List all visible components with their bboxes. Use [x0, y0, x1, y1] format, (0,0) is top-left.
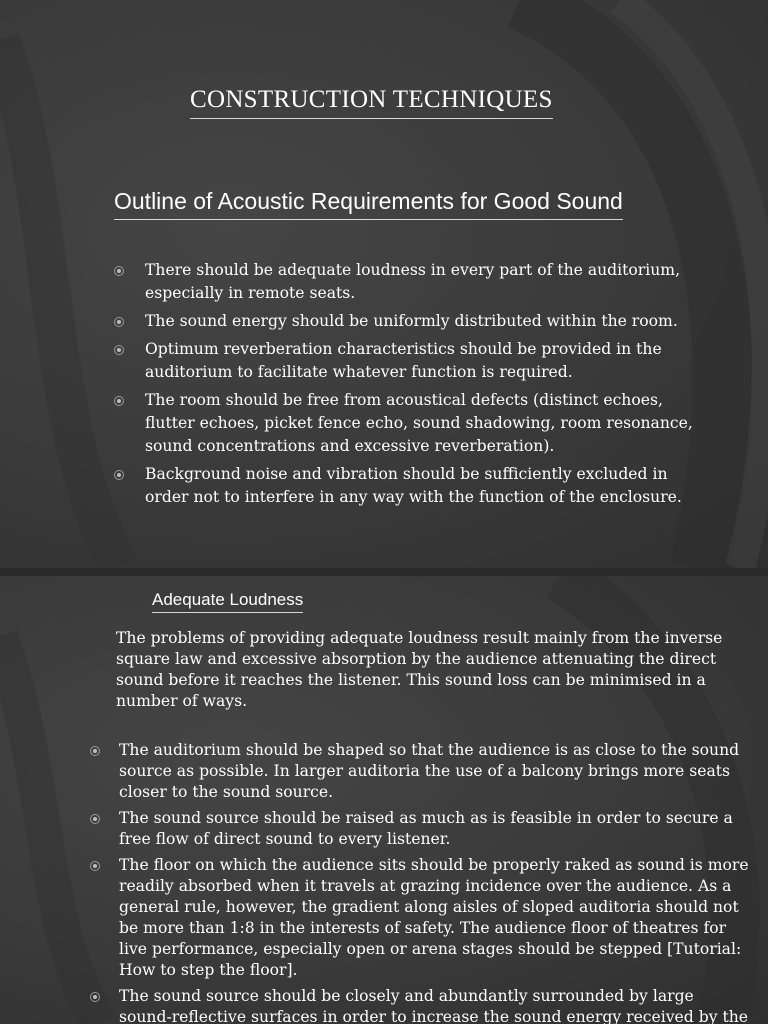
circle-dot-icon	[90, 746, 100, 756]
list-item	[114, 310, 714, 333]
list-item-text: The sound source should be closely and abundantly surrounded by large sound-reflective surfaces in order to increase the sound energy received by the	[119, 987, 749, 1024]
list-item	[90, 740, 750, 803]
page-title: CONSTRUCTION TECHNIQUES	[190, 86, 553, 119]
list-item	[114, 463, 714, 509]
list-item-text: Optimum reverberation characteristics should be provided in the auditorium to facilitate whatever function is required.	[145, 340, 662, 381]
circle-dot-icon	[90, 814, 100, 824]
list-item	[90, 855, 750, 981]
circle-dot-icon	[114, 396, 124, 406]
circle-dot-icon	[114, 470, 124, 480]
requirements-list	[114, 259, 714, 514]
list-item	[114, 259, 714, 305]
circle-dot-icon	[114, 266, 124, 276]
circle-dot-icon	[114, 317, 124, 327]
slide-divider	[0, 568, 768, 576]
intro-paragraph: The problems of providing adequate loudness result mainly from the inverse square law and excessive absorption by the audience attenuating the direct sound before it reaches the listener. This sound loss can be minimised in a number of ways.	[116, 629, 723, 710]
list-item	[114, 389, 714, 458]
list-item-text: The sound energy should be uniformly distributed within the room.	[145, 312, 678, 330]
section-subtitle: Outline of Acoustic Requirements for Good Sound	[114, 188, 623, 220]
loudness-list	[90, 740, 750, 1024]
list-item-text: There should be adequate loudness in every part of the auditorium, especially in remote seats.	[145, 261, 681, 302]
list-item-text: The sound source should be raised as much as is feasible in order to secure a free flow of direct sound to every listener.	[119, 809, 733, 848]
list-item-text: The auditorium should be shaped so that the audience is as close to the sound source as possible. In larger auditoria the use of a balcony brings more seats closer to the sound source.	[119, 741, 740, 801]
slide-2	[0, 576, 768, 1024]
section-heading: Adequate Loudness	[152, 590, 303, 613]
circle-dot-icon	[114, 345, 124, 355]
list-item-text: The floor on which the audience sits should be properly raked as sound is more readily absorbed when it travels at grazing incidence over the audience. As a general rule, however, the gradient along aisles of sloped auditoria should not be more than 1:8 in the interests of safety. The audience floor of theatres for live performance, especially open or arena stages should be stepped [Tutorial: How to step the floor].	[119, 856, 749, 979]
list-item	[114, 338, 714, 384]
circle-dot-icon	[90, 861, 100, 871]
list-item-text: The room should be free from acoustical defects (distinct echoes, flutter echoes, picket fence echo, sound shadowing, room resonance, sound concentrations and excessive reverberation).	[145, 391, 693, 455]
circle-dot-icon	[90, 992, 100, 1002]
list-item	[90, 986, 750, 1024]
list-item	[90, 808, 750, 850]
list-item-text: Background noise and vibration should be sufficiently excluded in order not to interfere in any way with the function of the enclosure.	[145, 465, 682, 506]
